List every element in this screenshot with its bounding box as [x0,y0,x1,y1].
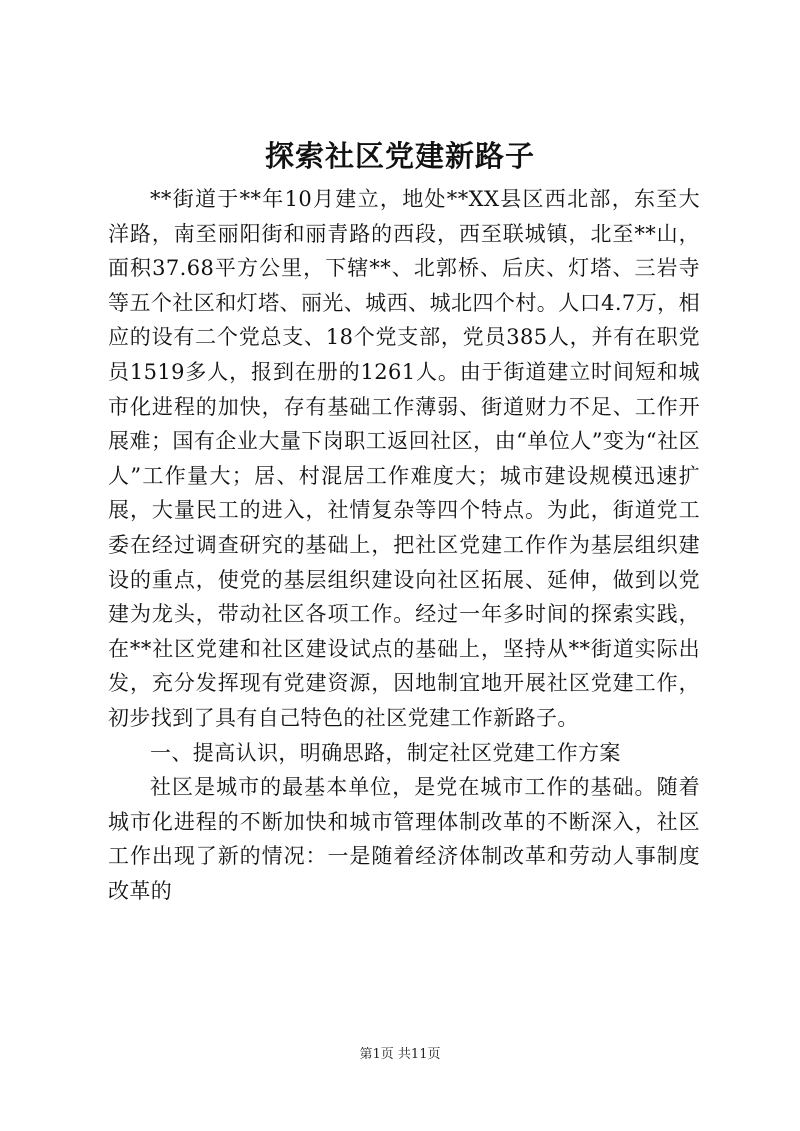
document-title: 探索社区党建新路子 [264,139,535,173]
page-number: 第1页 共11页 [359,1047,441,1062]
intro-paragraph: **街道于**年10月建立，地处**XX县区西北部，东至大洋路，南至丽阳街和丽青路的西段，西至联城镇，北至**山，面积37.68平方公里，下辖**、北郭桥、后庆、灯塔、三岩寺等五个社区和灯塔、丽光、城西、城北四个村。人口4.7万，相应的设有二个党总支、18个党支部，党员385人，并有在职党员1519多人，报到在册的1261人。由于街道建立时间短和城市化进程的加快，存有基础工作薄弱、街道财力不足、工作开展难；国有企业大量下岗职工返回社区，由“单位人”变为“社区人”工作量大；居、村混居工作难度大；城市建设规模迅速扩展，大量民工的进入，社情复杂等四个特点。为此，街道党工委在经过调查研究的基础上，把社区党建工作作为基层组织建设的重点，使党的基层组织建设向社区拓展、延伸，做到以党建为龙头，带动社区各项工作。经过一年多时间的探索实践，在**社区党建和社区建设试点的基础上，坚持从**街道实际出发，充分发挥现有党建资源，因地制宜地开展社区党建工作，初步找到了具有自己特色的社区党建工作新路子。 [108,187,700,730]
section-heading: 一、提高认识，明确思路，制定社区党建工作方案 [150,740,621,765]
section-paragraph: 社区是城市的最基本单位，是党在城市工作的基础。随着城市化进程的不断加快和城市管理体制改革的不断深入，社区工作出现了新的情况：一是随着经济体制改革和劳动人事制度改革的 [108,775,700,903]
document-body [108,182,700,908]
